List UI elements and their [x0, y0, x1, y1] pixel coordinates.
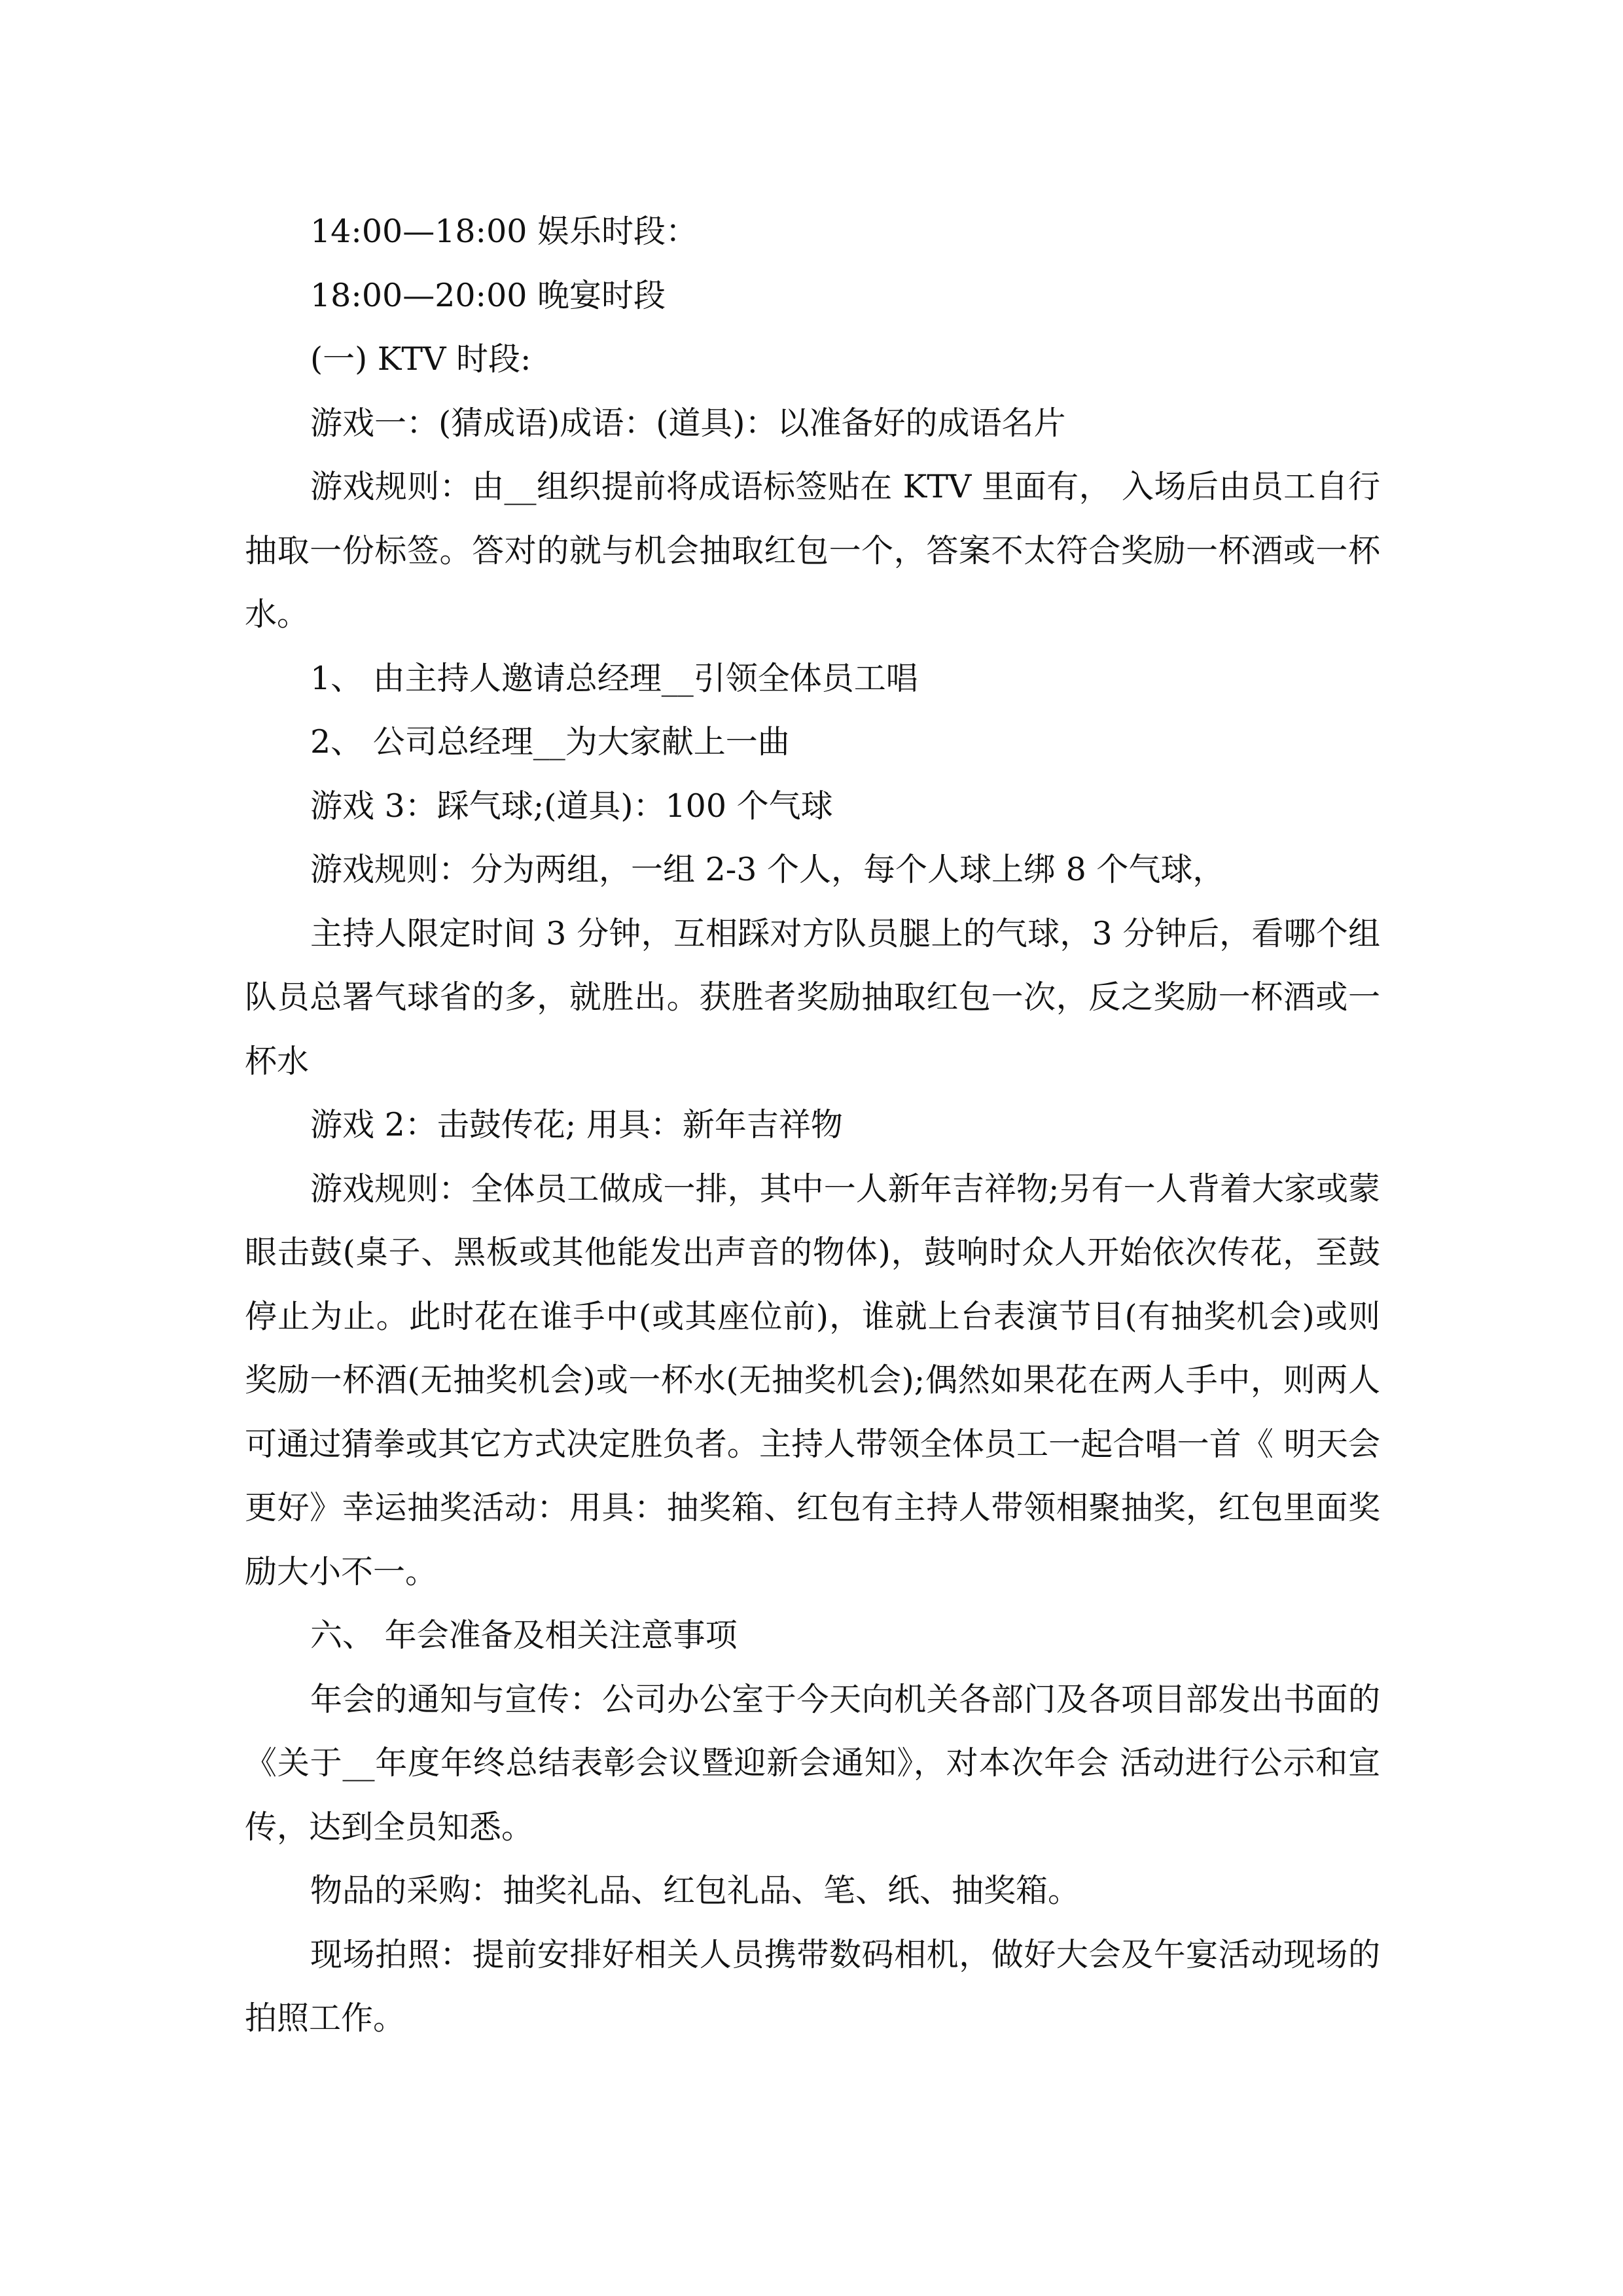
document-body [245, 200, 1380, 2051]
paragraph-entertainment-time: 14:00—18:00 娱乐时段： [310, 213, 698, 250]
paragraph-photography: 现场拍照：提前安排好相关人员携带数码相机，做好大会及午宴活动现场的拍照工作。 [245, 1935, 1380, 2037]
paragraph-game-two-rules: 游戏规则：全体员工做成一排，其中一人新年吉祥物;另有一人背着大家或蒙眼击鼓(桌子、黑板或其他能发出声音的物体)，鼓响时众人开始依次传花，至鼓停止为止。此时花在谁手中(或其座位前)，谁就上台表演节目(有抽奖机会)或则奖励一杯酒(无抽奖机会)或一杯水(无抽奖机会);偶然如果花在两人手中，则两人可通过猜拳或其它方式决定胜负者。主持人带领全体员工一起合唱一首《 明天会更好》幸运抽奖活动：用具：抽奖箱、红包有主持人带领相聚抽奖，红包里面奖励大小不一。 [245, 1170, 1380, 1590]
paragraph-section-six: 六、 年会准备及相关注意事项 [310, 1617, 738, 1654]
paragraph-ktv-section: (一) KTV 时段: [310, 340, 531, 378]
paragraph-item-1: 1、 由主持人邀请总经理__引领全体员工唱 [310, 659, 918, 697]
paragraph-game-three-rules: 游戏规则：分为两组，一组 2-3 个人，每个人球上绑 8 个气球， [310, 851, 1225, 888]
paragraph-game-one-rules: 游戏规则：由__组织提前将成语标签贴在 KTV 里面有， 入场后由员工自行抽取一份标签。答对的就与机会抽取红包一个，答案不太符合奖励一杯酒或一杯水。 [245, 468, 1380, 633]
paragraph-dinner-time: 18:00—20:00 晚宴时段 [310, 276, 666, 314]
paragraph-item-2: 2、 公司总经理__为大家献上一曲 [310, 723, 790, 761]
paragraph-purchase: 物品的采购：抽奖礼品、红包礼品、笔、纸、抽奖箱。 [310, 1872, 1080, 1909]
paragraph-game-three: 游戏 3：踩气球;(道具)：100 个气球 [310, 787, 833, 825]
paragraph-game-one: 游戏一：(猜成语)成语：(道具)：以准备好的成语名片 [310, 404, 1066, 442]
paragraph-notice: 年会的通知与宣传：公司办公室于今天向机关各部门及各项目部发出书面的《关于__年度年终总结表彰会议暨迎新会通知》，对本次年会 活动进行公示和宣传，达到全员知悉。 [245, 1680, 1380, 1846]
paragraph-game-three-details: 主持人限定时间 3 分钟，互相踩对方队员腿上的气球，3 分钟后，看哪个组队员总署气球省的多，就胜出。获胜者奖励抽取红包一次，反之奖励一杯酒或一杯水 [245, 914, 1380, 1080]
paragraph-game-two: 游戏 2：击鼓传花; 用具：新年吉祥物 [310, 1106, 843, 1143]
